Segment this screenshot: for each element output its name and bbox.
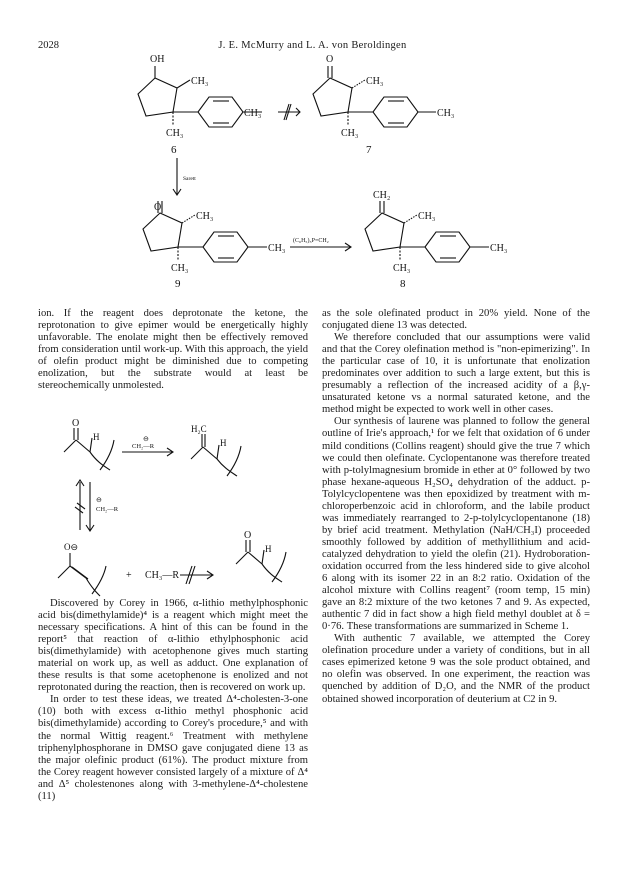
compound-number-7: 7 bbox=[366, 144, 372, 156]
compound-number-8: 8 bbox=[400, 278, 406, 290]
label-ch3: CH₃ bbox=[196, 211, 214, 222]
right-column bbox=[322, 308, 590, 706]
label-minus: ⊖ bbox=[96, 496, 102, 504]
label-ch3: CH₃ bbox=[166, 128, 184, 139]
label-ch3: CH₃ bbox=[268, 243, 286, 254]
label-ominus: O⊖ bbox=[64, 542, 79, 552]
reagent-sarett: Sarett bbox=[183, 176, 196, 182]
label-h: H bbox=[93, 432, 100, 442]
label-ch3: CH₃ bbox=[244, 108, 262, 119]
label-h2c: H₂C bbox=[191, 424, 207, 434]
left-column-bottom bbox=[38, 598, 308, 803]
mechanism-recovered-ketone bbox=[236, 540, 286, 582]
label-ch3: CH₃ bbox=[171, 263, 189, 274]
reagent-wittig: (C₆H₅)₃P=CH₂ bbox=[293, 238, 329, 244]
label-ch3: CH₃ bbox=[341, 128, 359, 139]
compound-number-6: 6 bbox=[171, 144, 177, 156]
mechanism-ketone bbox=[64, 428, 114, 470]
label-h: H bbox=[265, 544, 272, 554]
reagent-ylide: CH₂—R bbox=[96, 506, 119, 513]
label-ch3: CH₃ bbox=[490, 243, 508, 254]
reagent-plus: CH₃—R bbox=[145, 570, 180, 581]
reagent-ylide: CH₂—R bbox=[132, 443, 155, 450]
paragraph: as the sole olefinated product in 20% yield. None of the conjugated diene 13 was detected. bbox=[322, 308, 590, 332]
paragraph: In order to test these ideas, we treated Δ⁴-cholesten-3-one (10) both with excess α-lithio methyl phosphonic acid bis(dimethylamide) according to Corey's procedure,⁵ and with the normal Wittig reagent.⁶ Treatment with methylene triphenylphosphorane in DMSO gave conjugated diene 13 as the major olefinic product (61%). The product mixture from the Corey reagent however consisted largely of a mixture of Δ⁴ and Δ⁵ cholestenones along with 3-methylene-Δ⁴-cholestene (11) bbox=[38, 694, 308, 802]
label-ch3: CH₃ bbox=[437, 108, 455, 119]
label-ch2: CH₂ bbox=[373, 190, 391, 201]
mechanism-enolate bbox=[58, 553, 106, 596]
label-h: H bbox=[220, 438, 227, 448]
compound-number-9: 9 bbox=[175, 278, 181, 290]
running-title: J. E. McMurry and L. A. von Beroldingen bbox=[218, 40, 407, 51]
mechanism-olefin bbox=[191, 434, 241, 476]
label-minus: ⊖ bbox=[143, 435, 149, 443]
label-ch3: CH₃ bbox=[366, 76, 384, 87]
page-number: 2028 bbox=[38, 40, 59, 51]
label-o: O bbox=[72, 418, 80, 429]
label-ch3: CH₃ bbox=[418, 211, 436, 222]
label-o: O bbox=[326, 54, 334, 65]
label-oh: OH bbox=[150, 54, 165, 65]
label-o: O bbox=[244, 530, 252, 541]
label-plus: + bbox=[126, 570, 132, 581]
paragraph: With authentic 7 available, we attempted the Corey olefination procedure under a variety of conditions, but in all cases epimerized ketone 9 was the sole product obtained, and no olefin was observed. In one experiment, the reaction was quenched by addition of D₂O, and the NMR of the product obtained showed incorporation of deuterium at C2 in 9. bbox=[322, 633, 590, 705]
label-o: O bbox=[154, 202, 162, 213]
paragraph: ion. If the reagent does deprotonate the ketone, the reprotonation to give epimer would be energetically highly unfavorable. The enolate might then be effectively removed from consideration until work-up. With this approach, the yield of olefin product might be diminished due to competing enolization, but the substrate would at least be stereochemically unmolested. bbox=[38, 308, 308, 392]
label-ch3: CH₃ bbox=[191, 76, 209, 87]
paragraph: Our synthesis of laurene was planned to follow the general outline of Irie's approach,¹ for we felt that oxidation of 6 under mild conditions (Collins reagent) should give the true 7 which we could then olefinate. Cyclopentanone was therefore treated with p-tolylmagnesium bromide in ether at 0° followed by two phase hexane-aqueous H₂SO₄ dehydration of the adduct. p-Tolylcyclopentene was then epoxidized by treatment with m-chloroperbenzoic acid in chloroform, and the labile product was immediately rearranged to 2-p-tolylcyclopentanone (18) by brief acid treatment. Methylation (NaH/CH₃I) proceeded smoothly followed by addition of methyllithium and acid-catalyzed dehydration to yield the olefin (21). Hydroboration-oxidation occurred from the less hindered side to give alcohol 6 along with its isomer 22 in an 8:2 ratio. Oxidation of the alcohol mixture with Collins reagent⁷ (room temp, 15 min) gave an 8:2 mixture of the two ketones 7 and 9. As expected, authentic 7 did in fact show a high field methyl doublet at δ = 0·76. These transformations are summarized in Scheme 1. bbox=[322, 416, 590, 633]
structure-6 bbox=[138, 66, 300, 127]
paragraph: We therefore concluded that our assumptions were valid and that the Corey olefination method is "non-epimerizing". In the particular case of 10, it is unfortunate that enolization predominates over addition to such a large extent, but this is presumably a reflection of the increased acidity of a β,γ-unsaturated ketone vs a normal saturated ketone, and the method might be expected to work well in other cases. bbox=[322, 332, 590, 416]
left-column-top bbox=[38, 308, 308, 392]
label-ch3: CH₃ bbox=[393, 263, 411, 274]
paragraph: Discovered by Corey in 1966, α-lithio methylphosphonic acid bis(dimethylamide)⁴ is a reagent which might meet the necessary specifications. A hint of this can be found in the report⁵ that reaction of α-lithio ethylphosphonic acid bis(dimethylamide) with acetophenone gives much starting material on work up, as well as adduct. One explanation of these results is that some acetophenone is enolized and not reprotonated during the reaction, then is recovered on work up. bbox=[38, 598, 308, 694]
